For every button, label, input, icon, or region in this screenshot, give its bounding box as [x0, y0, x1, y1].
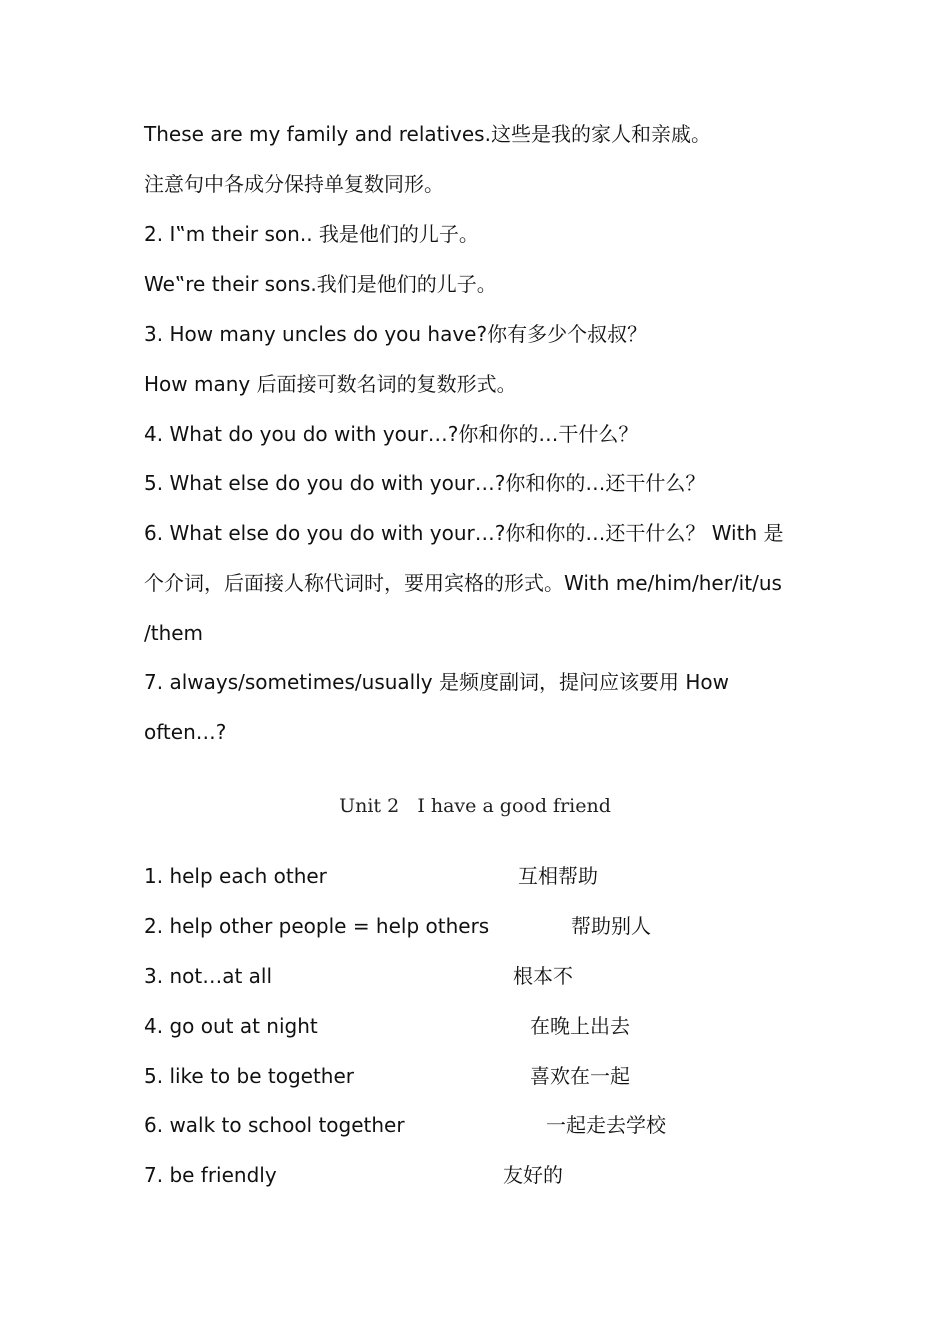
vocab-chinese: 友好的	[503, 1163, 563, 1187]
paragraph-line: 4. What do you do with your…?你和你的…干什么？	[144, 422, 639, 446]
vocab-chinese: 根本不	[513, 964, 573, 988]
vocab-english: 4. go out at night	[144, 1014, 318, 1038]
vocab-chinese: 在晚上出去	[530, 1014, 630, 1038]
paragraph-line: 2. I‟m their son.. 我是他们的儿子。	[144, 222, 479, 246]
vocab-chinese: 喜欢在一起	[530, 1064, 630, 1088]
vocab-english: 6. walk to school together	[144, 1113, 405, 1137]
vocab-english: 2. help other people = help others	[144, 914, 490, 938]
vocab-english: 3. not…at all	[144, 964, 273, 988]
vocab-chinese: 互相帮助	[518, 864, 598, 888]
paragraph-line: 6. What else do you do with your…?你和你的…还干什么？ With 是	[144, 521, 784, 545]
vocab-chinese: 一起走去学校	[546, 1113, 666, 1137]
unit-title: Unit 2 I have a good friend	[339, 795, 611, 817]
paragraph-line: /them	[144, 621, 204, 645]
vocab-english: 5. like to be together	[144, 1064, 354, 1088]
paragraph-line: 3. How many uncles do you have?你有多少个叔叔？	[144, 322, 648, 346]
paragraph-line: often…?	[144, 720, 227, 744]
vocab-chinese: 帮助别人	[571, 914, 651, 938]
paragraph-line: 注意句中各成分保持单复数同形。	[144, 172, 444, 196]
paragraph-line: 个介词，后面接人称代词时，要用宾格的形式。With me/him/her/it/us	[144, 571, 782, 595]
paragraph-line: 5. What else do you do with your…?你和你的…还干什么？	[144, 471, 706, 495]
paragraph-line: How many 后面接可数名词的复数形式。	[144, 372, 517, 396]
paragraph-line: These are my family and relatives.这些是我的家人和亲戚。	[144, 122, 711, 146]
vocab-english: 7. be friendly	[144, 1163, 277, 1187]
paragraph-line: 7. always/sometimes/usually 是频度副词，提问应该要用 How	[144, 670, 729, 694]
paragraph-line: We‟re their sons.我们是他们的儿子。	[144, 272, 497, 296]
vocab-english: 1. help each other	[144, 864, 327, 888]
